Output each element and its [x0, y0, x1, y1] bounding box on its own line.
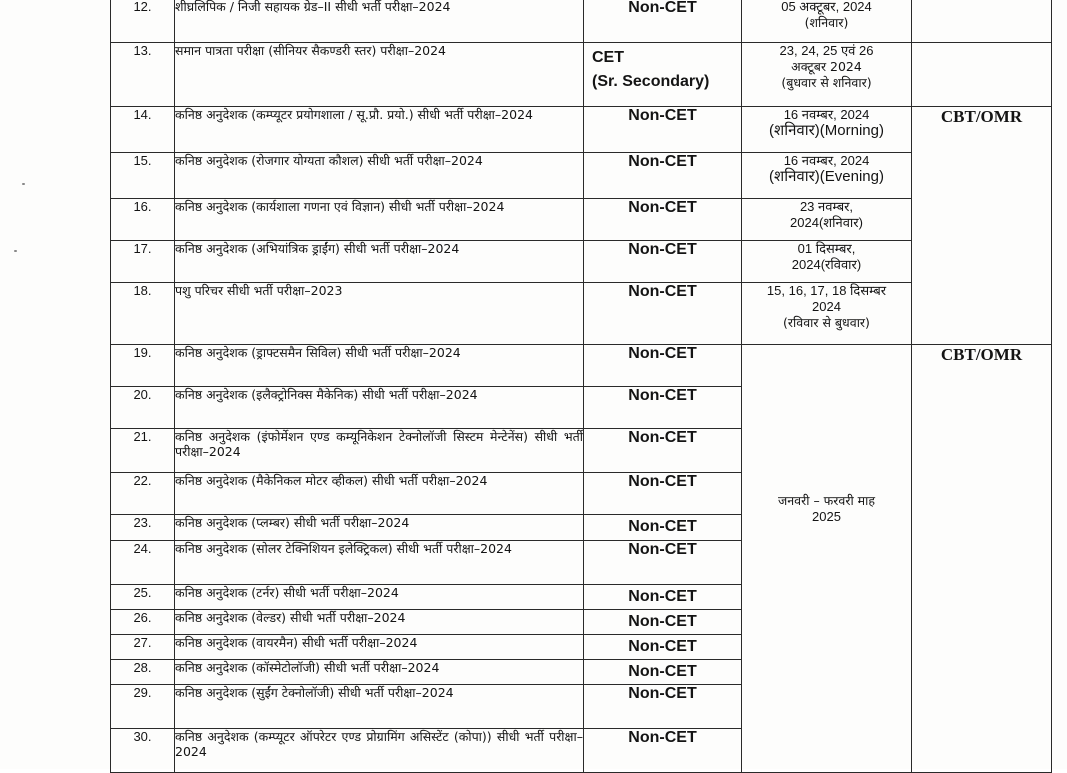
exam-name: कनिष्ठ अनुदेशक (कम्प्यूटर ऑपरेटर एण्ड प्रोग्रामिंग असिस्टेंट (कोपा)) सीधी भर्ती परीक्षा–2024	[175, 729, 584, 773]
serial-number: 16.	[111, 199, 175, 241]
table-row	[111, 0, 1052, 43]
serial-number: 27.	[111, 635, 175, 660]
exam-name: कनिष्ठ अनुदेशक (वेल्डर) सीधी भर्ती परीक्षा–2024	[175, 610, 584, 635]
exam-schedule-table	[110, 0, 1052, 773]
cet-status: Non-CET	[584, 241, 742, 283]
mode-cell-empty	[912, 43, 1052, 107]
serial-number: 29.	[111, 685, 175, 729]
exam-name: कनिष्ठ अनुदेशक (ड्राफ्टसमैन सिविल) सीधी भर्ती परीक्षा–2024	[175, 345, 584, 387]
exam-name: कनिष्ठ अनुदेशक (कम्प्यूटर प्रयोगशाला / सू.प्रौ. प्रयो.) सीधी भर्ती परीक्षा–2024	[175, 107, 584, 153]
exam-name: कनिष्ठ अनुदेशक (इलैक्ट्रोनिक्स मैकेनिक) सीधी भर्ती परीक्षा–2024	[175, 387, 584, 429]
cet-status: Non-CET	[584, 635, 742, 660]
cet-status: Non-CET	[584, 107, 742, 153]
table-row	[111, 153, 1052, 199]
exam-name: कनिष्ठ अनुदेशक (अभियांत्रिक ड्राईंग) सीधी भर्ती परीक्षा–2024	[175, 241, 584, 283]
exam-date: 23, 24, 25 एवं 26 अक्टूबर 2024 (बुधवार से शनिवार)	[742, 43, 912, 107]
serial-number: 25.	[111, 585, 175, 610]
exam-name: पशु परिचर सीधी भर्ती परीक्षा–2023	[175, 283, 584, 345]
cet-status: Non-CET	[584, 685, 742, 729]
table-row	[111, 43, 1052, 107]
exam-name: कनिष्ठ अनुदेशक (मैकेनिकल मोटर व्हीकल) सीधी भर्ती परीक्षा–2024	[175, 473, 584, 515]
cet-status: CET (Sr. Secondary)	[584, 43, 742, 107]
table-row	[111, 241, 1052, 283]
cet-status: Non-CET	[584, 610, 742, 635]
scan-speck	[22, 183, 25, 185]
exam-date: 15, 16, 17, 18 दिसम्बर 2024 (रविवार से बुधवार)	[742, 283, 912, 345]
cet-status: Non-CET	[584, 345, 742, 387]
serial-number: 23.	[111, 515, 175, 541]
exam-date: 16 नवम्बर, 2024 (शनिवार)(Evening)	[742, 153, 912, 199]
table-row	[111, 199, 1052, 241]
exam-date: जनवरी – फरवरी माह 2025	[742, 345, 912, 773]
serial-number: 13.	[111, 43, 175, 107]
cet-status: Non-CET	[584, 660, 742, 685]
exam-name: कनिष्ठ अनुदेशक (कॉस्मेटोलॉजी) सीधी भर्ती परीक्षा–2024	[175, 660, 584, 685]
exam-mode: CBT/OMR	[912, 345, 1052, 773]
cet-status: Non-CET	[584, 283, 742, 345]
serial-number: 28.	[111, 660, 175, 685]
serial-number: 21.	[111, 429, 175, 473]
cet-status: Non-CET	[584, 585, 742, 610]
exam-name: कनिष्ठ अनुदेशक (वायरमैन) सीधी भर्ती परीक्षा–2024	[175, 635, 584, 660]
serial-number: 30.	[111, 729, 175, 773]
cet-status: Non-CET	[584, 473, 742, 515]
cet-status: Non-CET	[584, 387, 742, 429]
exam-name: कनिष्ठ अनुदेशक (सुईंग टेक्नोलॉजी) सीधी भर्ती परीक्षा–2024	[175, 685, 584, 729]
serial-number: 20.	[111, 387, 175, 429]
serial-number: 18.	[111, 283, 175, 345]
exam-mode: CBT/OMR	[912, 107, 1052, 345]
exam-name: कनिष्ठ अनुदेशक (इंफोर्मेशन एण्ड कम्यूनिकेशन टेक्नोलॉजी सिस्टम मेन्टेनेंस) सीधी भर्ती परीक्षा–2024	[175, 429, 584, 473]
scan-speck	[14, 250, 17, 252]
exam-name: कनिष्ठ अनुदेशक (कार्यशाला गणना एवं विज्ञान) सीधी भर्ती परीक्षा–2024	[175, 199, 584, 241]
table-row	[111, 283, 1052, 345]
mode-cell-empty	[912, 0, 1052, 43]
serial-number: 26.	[111, 610, 175, 635]
exam-name: कनिष्ठ अनुदेशक (प्लम्बर) सीधी भर्ती परीक्षा–2024	[175, 515, 584, 541]
serial-number: 24.	[111, 541, 175, 585]
exam-name: शीघ्रलिपिक / निजी सहायक ग्रेड–II सीधी भर्ती परीक्षा–2024	[175, 0, 584, 43]
exam-date: 05 अक्टूबर, 2024 (शनिवार)	[742, 0, 912, 43]
table-row	[111, 107, 1052, 153]
exam-name: कनिष्ठ अनुदेशक (रोजगार योग्यता कौशल) सीधी भर्ती परीक्षा–2024	[175, 153, 584, 199]
serial-number: 22.	[111, 473, 175, 515]
exam-name: कनिष्ठ अनुदेशक (सोलर टेक्निशियन इलेक्ट्रिकल) सीधी भर्ती परीक्षा–2024	[175, 541, 584, 585]
exam-name: समान पात्रता परीक्षा (सीनियर सैकण्डरी स्तर) परीक्षा–2024	[175, 43, 584, 107]
serial-number: 15.	[111, 153, 175, 199]
cet-status: Non-CET	[584, 541, 742, 585]
cet-status: Non-CET	[584, 153, 742, 199]
exam-date: 16 नवम्बर, 2024 (शनिवार)(Morning)	[742, 107, 912, 153]
exam-date: 01 दिसम्बर, 2024(रविवार)	[742, 241, 912, 283]
cet-status: Non-CET	[584, 729, 742, 773]
table-row	[111, 345, 1052, 387]
cet-status: Non-CET	[584, 429, 742, 473]
serial-number: 17.	[111, 241, 175, 283]
serial-number: 12.	[111, 0, 175, 43]
serial-number: 14.	[111, 107, 175, 153]
cet-status: Non-CET	[584, 199, 742, 241]
cet-status: Non-CET	[584, 515, 742, 541]
exam-name: कनिष्ठ अनुदेशक (टर्नर) सीधी भर्ती परीक्षा–2024	[175, 585, 584, 610]
exam-date: 23 नवम्बर, 2024(शनिवार)	[742, 199, 912, 241]
serial-number: 19.	[111, 345, 175, 387]
cet-status: Non-CET	[584, 0, 742, 43]
